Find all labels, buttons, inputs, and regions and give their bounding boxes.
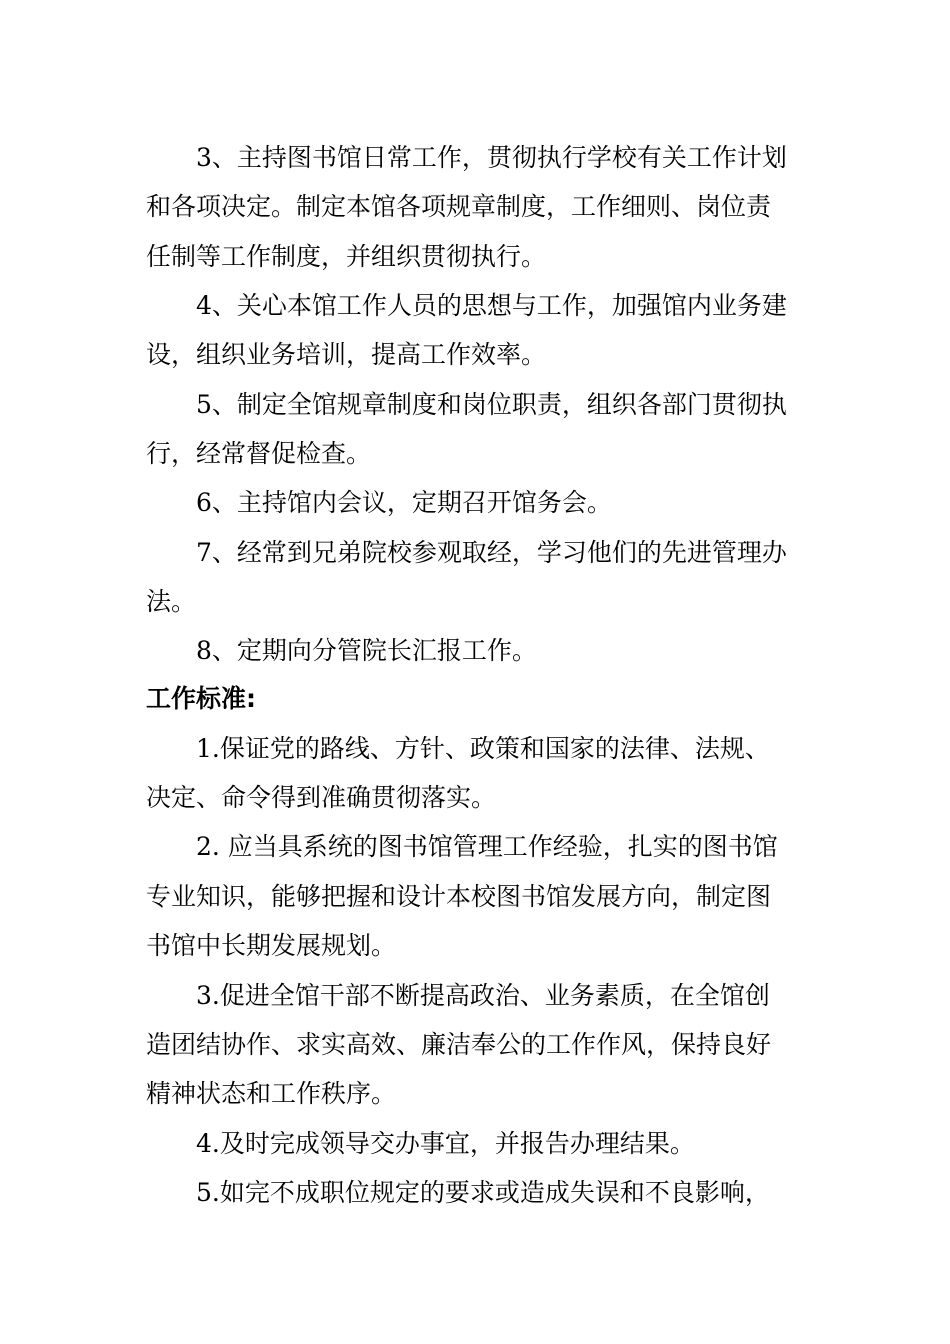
standard-2-line-2: 专业知识，能够把握和设计本校图书馆发展方向，制定图 — [146, 882, 772, 911]
standards-heading: 工作标准: — [146, 684, 256, 713]
standard-2-line-3: 书馆中长期发展规划。 — [146, 931, 397, 960]
standard-2-line-1: 2. 应当具系统的图书馆管理工作经验，扎实的图书馆 — [196, 832, 778, 861]
standard-5-line-1: 5.如完不成职位规定的要求或造成失误和不良影响， — [196, 1178, 770, 1207]
standard-3-line-3: 精神状态和工作秩序。 — [146, 1079, 397, 1108]
duty-7-line-1: 7、经常到兄弟院校参观取经，学习他们的先进管理办 — [196, 538, 787, 567]
duty-3-line-3: 任制等工作制度，并组织贯彻执行。 — [146, 242, 547, 271]
duty-4-line-2: 设，组织业务培训，提高工作效率。 — [146, 340, 547, 369]
duty-3-line-1: 3、主持图书馆日常工作，贯彻执行学校有关工作计划 — [196, 143, 787, 172]
duty-6-line-1: 6、主持馆内会议，定期召开馆务会。 — [196, 488, 612, 517]
standard-3-line-2: 造团结协作、求实高效、廉洁奉公的工作作风，保持良好 — [146, 1030, 772, 1059]
duty-8-line-1: 8、定期向分管院长汇报工作。 — [196, 636, 537, 665]
standard-3-line-1: 3.促进全馆干部不断提高政治、业务素质，在全馆创 — [196, 981, 770, 1010]
duty-5-line-1: 5、制定全馆规章制度和岗位职责，组织各部门贯彻执 — [196, 390, 787, 419]
duty-3-line-2: 和各项决定。制定本馆各项规章制度，工作细则、岗位责 — [146, 192, 772, 221]
duty-5-line-2: 行，经常督促检查。 — [146, 439, 372, 468]
duty-4-line-1: 4、关心本馆工作人员的思想与工作，加强馆内业务建 — [196, 291, 787, 320]
duty-7-line-2: 法。 — [146, 587, 197, 616]
standard-1-line-2: 决定、命令得到准确贯彻落实。 — [146, 783, 497, 812]
standard-1-line-1: 1.保证党的路线、方针、政策和国家的法律、法规、 — [196, 734, 770, 763]
standard-4-line-1: 4.及时完成领导交办事宜，并报告办理结果。 — [196, 1129, 695, 1158]
